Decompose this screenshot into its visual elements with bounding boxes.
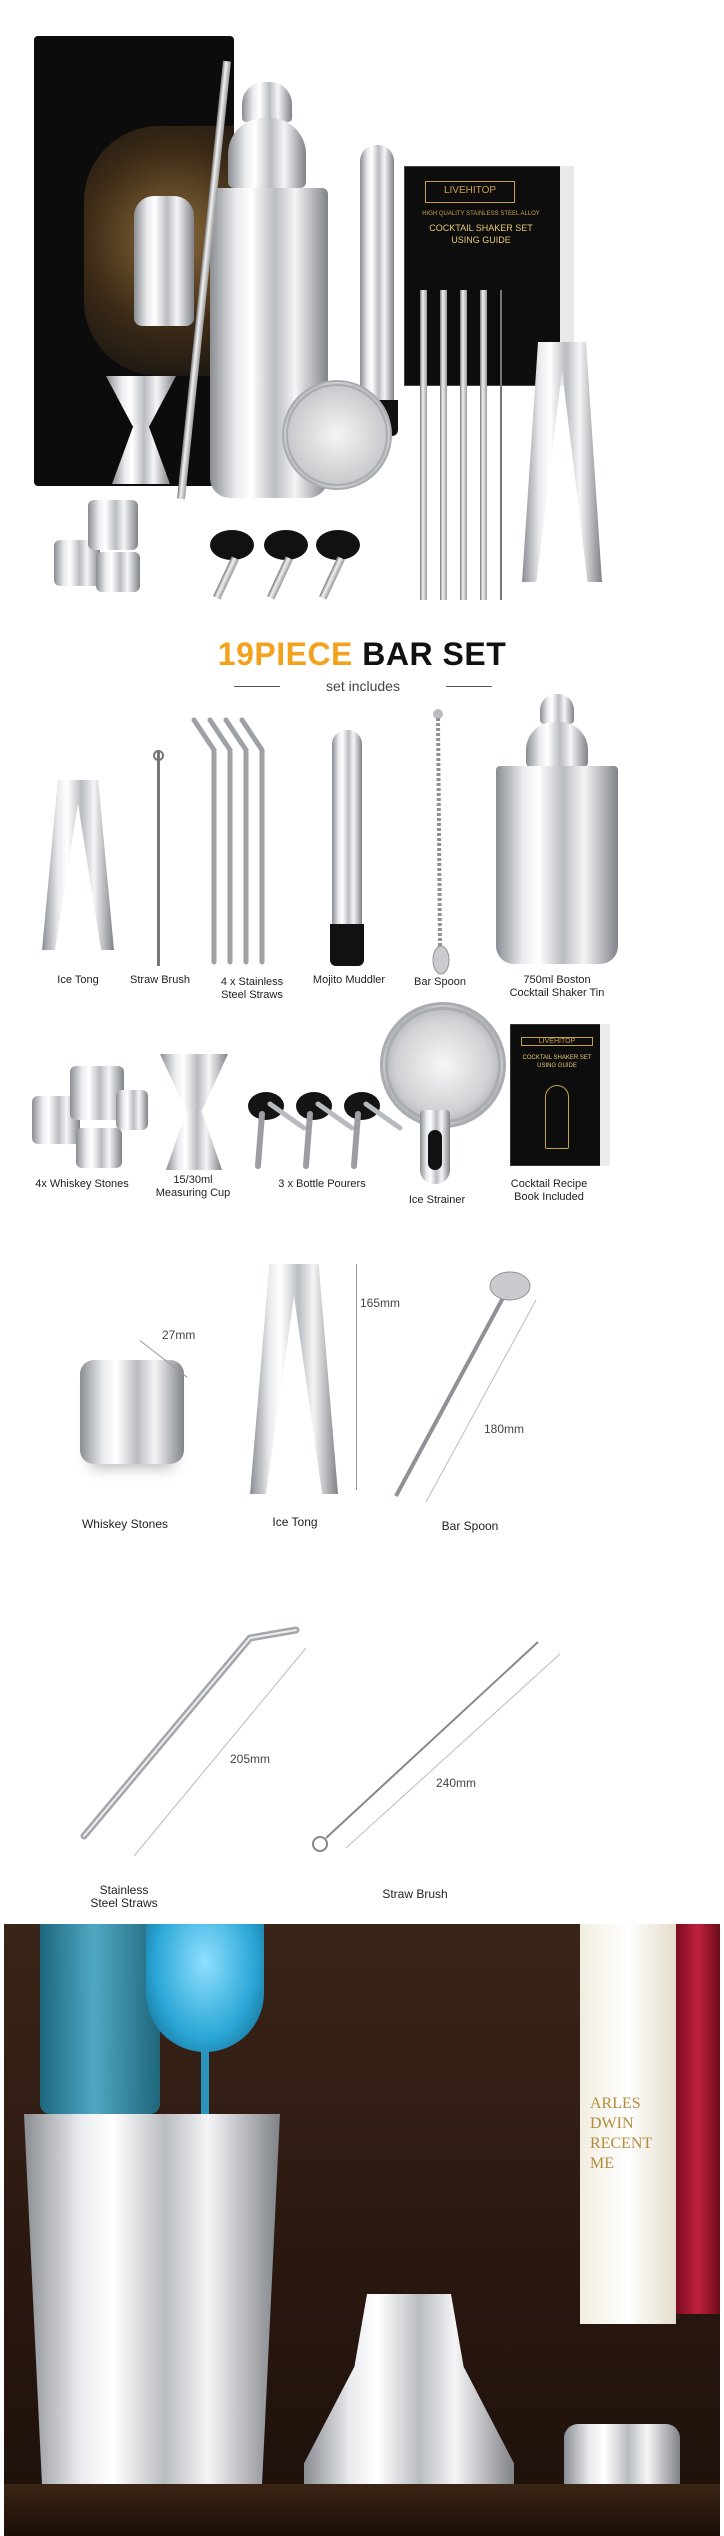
- hero-book-title-1: COCKTAIL SHAKER SET: [429, 223, 533, 233]
- recipe-book-title-1: COCKTAIL SHAKER SET: [522, 1055, 592, 1061]
- dim-spoon-value: 180mm: [484, 1422, 525, 1436]
- item-shaker-top: [526, 722, 588, 768]
- dim-spoon-label: Bar Spoon: [441, 1519, 499, 1533]
- hero-book-title-2: USING GUIDE: [451, 235, 511, 245]
- set-includes-line-left: [234, 686, 280, 687]
- hero-straw-4: [480, 290, 487, 600]
- item-bar-spoon-image: [426, 706, 456, 976]
- item-straw-brush-image: [157, 750, 160, 966]
- hero-straw-2: [440, 290, 447, 600]
- item-muddler-image: [332, 730, 362, 928]
- hero-pourer-2: [264, 530, 308, 600]
- dim-brush-value: 240mm: [436, 1776, 477, 1790]
- item-muddler-base: [330, 924, 364, 966]
- dim-brush-label: Straw Brush: [382, 1887, 448, 1901]
- shaker-cap: [242, 82, 292, 122]
- piece-count: 19PIECE: [217, 636, 353, 672]
- recipe-book-brand: LIVEHITOP: [521, 1037, 593, 1046]
- hero-pourer-1: [210, 530, 254, 600]
- dim-whiskey-stone-image: [80, 1360, 184, 1464]
- photo-book-text: ARLES DWIN RECENT ME: [590, 2095, 653, 2172]
- shaker-top: [228, 118, 306, 188]
- item-straw-brush-label: Straw Brush: [130, 974, 190, 986]
- item-recipe-book-label: Cocktail Recipe Book Included: [510, 1178, 588, 1203]
- item-muddler-label: Mojito Muddler: [312, 974, 386, 986]
- dim-spoon-image: [386, 1270, 546, 1510]
- photo-blue-glass: [146, 1924, 264, 2052]
- dim-tong-value: 165mm: [360, 1296, 401, 1310]
- item-shaker-label: 750ml Boston Cocktail Shaker Tin: [509, 974, 605, 999]
- hero-strainer: [282, 380, 392, 490]
- dim-straw-image: [70, 1620, 320, 1860]
- dim-whiskey-value: 27mm: [162, 1328, 196, 1342]
- dim-brush-image: [306, 1630, 576, 1860]
- item-straws-label: 4 x Stainless Steel Straws: [220, 976, 284, 1001]
- photo-blue-bottle: [40, 1924, 160, 2114]
- item-shaker-cap: [540, 694, 574, 724]
- photo-book: [580, 1924, 676, 2324]
- photo-table: [4, 2484, 720, 2536]
- hero-straw-3: [460, 290, 467, 600]
- item-pourers-label: 3 x Bottle Pourers: [278, 1178, 366, 1190]
- set-includes-subtitle: set includes: [326, 678, 400, 694]
- hero-product-image: [0, 0, 724, 620]
- item-jigger-label: 15/30ml Measuring Cup: [155, 1174, 231, 1199]
- recipe-book-title-2: USING GUIDE: [537, 1063, 577, 1069]
- item-jigger-top: [160, 1054, 228, 1110]
- dim-straw-value: 205mm: [230, 1752, 271, 1766]
- item-strainer-label: Ice Strainer: [408, 1194, 466, 1206]
- hero-pourer-3: [316, 530, 360, 600]
- item-whiskey-stone-4: [116, 1090, 148, 1130]
- dim-tong-image: [250, 1264, 338, 1494]
- item-ice-tong-image: [42, 780, 114, 950]
- dim-straw-label: Stainless Steel Straws: [90, 1883, 158, 1910]
- item-jigger-bottom: [166, 1108, 222, 1170]
- dim-whiskey-label: Whiskey Stones: [81, 1517, 169, 1531]
- hero-straw-brush: [500, 290, 502, 600]
- hero-whiskey-stone-3: [96, 552, 140, 592]
- set-includes-line-right: [446, 686, 492, 687]
- bar-set-text: BAR SET: [352, 636, 507, 672]
- hero-whiskey-stone-2: [88, 500, 138, 550]
- lifestyle-photo: [4, 1924, 720, 2536]
- item-whiskey-stones-label: 4x Whiskey Stones: [35, 1178, 129, 1190]
- item-shaker-body: [496, 766, 618, 964]
- hero-book-subtitle: HIGH QUALITY STAINLESS STEEL ALLOY: [422, 211, 540, 217]
- item-recipe-book-image: [510, 1024, 602, 1166]
- dim-tong-label: Ice Tong: [272, 1515, 318, 1529]
- hero-muddler: [360, 145, 394, 405]
- hero-straw-1: [420, 290, 427, 600]
- item-straws-image: [188, 716, 278, 966]
- set-heading: [0, 636, 724, 673]
- photo-shaker-body: [24, 2114, 280, 2536]
- gift-box-shaker-image: [134, 196, 194, 326]
- item-whiskey-stone-3: [76, 1128, 122, 1168]
- item-ice-tong-label: Ice Tong: [57, 974, 99, 986]
- item-pourers-image: [236, 1076, 406, 1176]
- hero-book-brand: LIVEHITOP: [443, 185, 497, 196]
- dim-tong-line: [356, 1264, 357, 1490]
- item-bar-spoon-label: Bar Spoon: [414, 976, 466, 988]
